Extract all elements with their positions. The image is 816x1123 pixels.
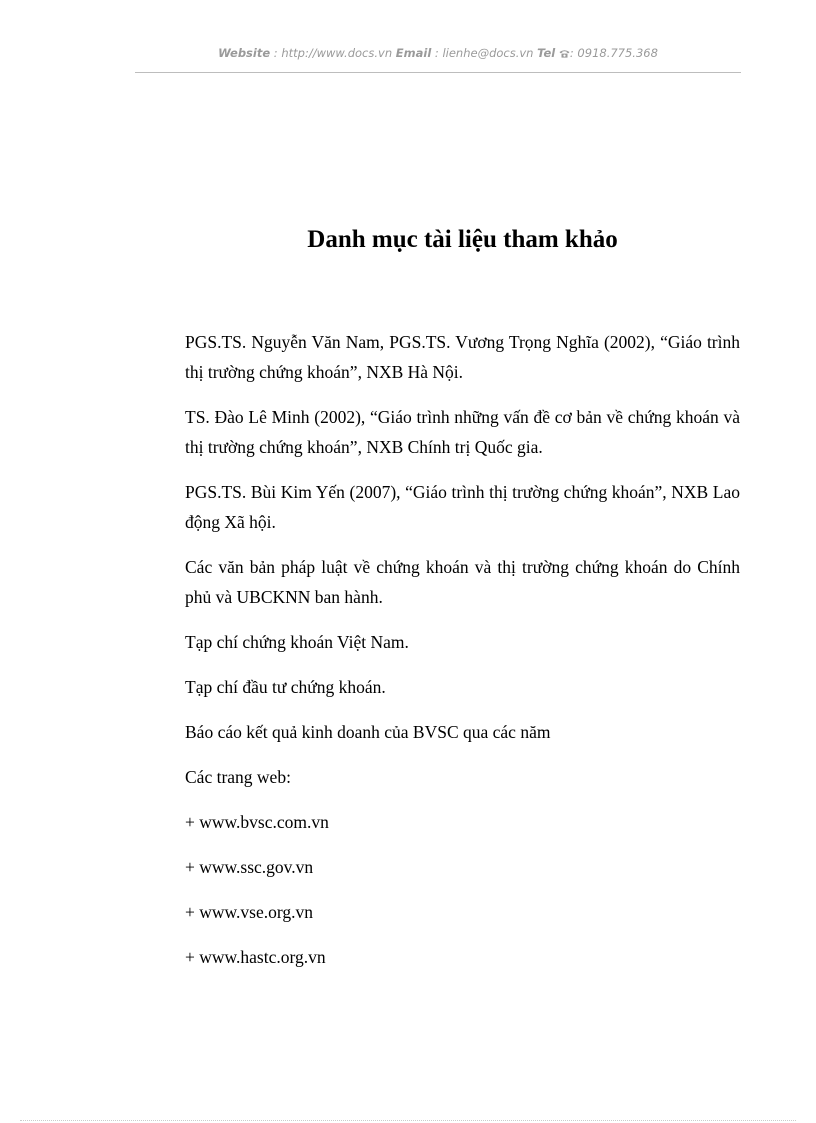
- reference-item: Tạp chí đầu tư chứng khoán.: [185, 677, 386, 697]
- reference-item: PGS.TS. Nguyễn Văn Nam, PGS.TS. Vương Trọng Nghĩa (2002), “Giáo trình thị trường chứng khoán”, NXB Hà Nội.: [185, 332, 740, 382]
- tel-label: Tel: [537, 46, 556, 60]
- websites-heading: Các trang web:: [185, 767, 291, 787]
- tel-value: : 0918.775.368: [569, 46, 658, 60]
- email-link[interactable]: lienhe@docs.vn: [442, 46, 534, 60]
- website-item-bvsc[interactable]: + www.bvsc.com.vn: [185, 812, 329, 832]
- website-label: Website: [218, 46, 271, 60]
- footer-divider: [20, 1120, 796, 1121]
- phone-icon: [559, 49, 570, 58]
- website-item-ssc[interactable]: + www.ssc.gov.vn: [185, 857, 314, 877]
- reference-item: Tạp chí chứng khoán Việt Nam.: [185, 632, 409, 652]
- page-title: Danh mục tài liệu tham khảo: [307, 226, 618, 253]
- reference-item: Báo cáo kết quả kinh doanh của BVSC qua các năm: [185, 722, 551, 742]
- reference-list: [185, 327, 740, 987]
- reference-item: Các văn bản pháp luật về chứng khoán và thị trường chứng khoán do Chính phủ và UBCKNN ban hành.: [185, 557, 740, 607]
- header-divider: [135, 72, 741, 73]
- email-label: Email: [395, 46, 432, 60]
- page-header: [135, 46, 741, 60]
- reference-item: TS. Đào Lê Minh (2002), “Giáo trình những vấn đề cơ bản về chứng khoán và thị trường chứng khoán”, NXB Chính trị Quốc gia.: [185, 407, 740, 457]
- website-separator: :: [270, 46, 282, 60]
- website-item-vse[interactable]: + www.vse.org.vn: [185, 902, 313, 922]
- website-link[interactable]: http://www.docs.vn: [281, 46, 393, 60]
- reference-item: PGS.TS. Bùi Kim Yến (2007), “Giáo trình thị trường chứng khoán”, NXB Lao động Xã hội.: [185, 482, 740, 532]
- website-item-hastc[interactable]: + www.hastc.org.vn: [185, 947, 326, 967]
- email-separator: :: [431, 46, 443, 60]
